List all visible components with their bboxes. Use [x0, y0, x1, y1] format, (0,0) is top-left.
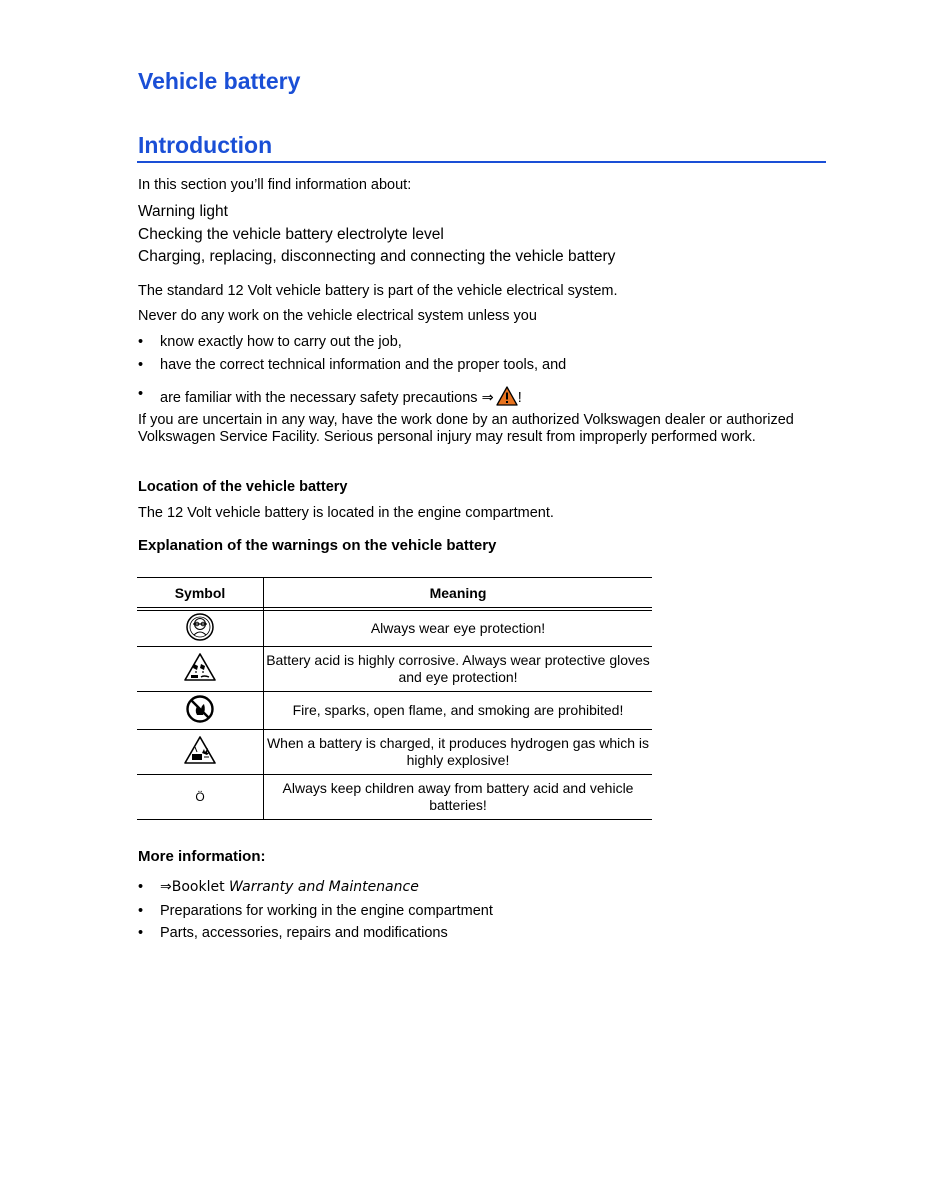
- column-header-symbol: Symbol: [137, 578, 264, 608]
- table-header-row: [137, 578, 652, 608]
- list-item-text: are familiar with the necessary safety precautions ⇒: [160, 390, 494, 406]
- bullet-icon: •: [138, 386, 144, 402]
- table-cell-meaning: Always keep children away from battery acid and vehicle batteries!: [264, 775, 653, 820]
- warning-triangle-icon: [496, 386, 518, 410]
- paragraph-standard: The standard 12 Volt vehicle battery is part of the vehicle electrical system.: [138, 283, 618, 299]
- engine-compartment-link[interactable]: Preparations for working in the engine compartment: [160, 903, 493, 919]
- page-title: Vehicle battery: [138, 68, 301, 94]
- corrosive-acid-icon: [183, 669, 217, 685]
- warnings-heading: Explanation of the warnings on the vehicle battery: [138, 537, 497, 554]
- table-cell-meaning: Fire, sparks, open flame, and smoking are prohibited!: [264, 692, 653, 730]
- bullet-icon: •: [138, 357, 144, 373]
- booklet-prefix: ⇒Booklet: [160, 879, 225, 895]
- intro-label: In this section you’ll find information about:: [138, 177, 412, 193]
- location-text: The 12 Volt vehicle battery is located in the engine compartment.: [138, 505, 554, 521]
- booklet-link[interactable]: [160, 879, 419, 895]
- explosive-gas-icon: [183, 752, 217, 768]
- section-divider: [137, 161, 826, 163]
- table-row: [137, 775, 652, 820]
- table-cell-meaning: When a battery is charged, it produces hydrogen gas which is highly explosive!: [264, 730, 653, 775]
- warnings-table: [137, 577, 652, 820]
- topic-item: Charging, replacing, disconnecting and connecting the vehicle battery: [138, 248, 616, 265]
- paragraph-uncertain: If you are uncertain in any way, have the work done by an authorized Volkswagen dealer or authorized Volkswagen Service Facility. Serious personal injury may result from improperly performed work.: [138, 412, 794, 445]
- table-row: [137, 611, 652, 647]
- more-info-heading: More information:: [138, 848, 266, 865]
- topic-item: Warning light: [138, 203, 228, 220]
- no-fire-smoking-icon: [185, 711, 215, 727]
- parts-accessories-link[interactable]: Parts, accessories, repairs and modifications: [160, 925, 448, 941]
- table-row: [137, 730, 652, 775]
- bullet-icon: •: [138, 903, 144, 919]
- table-cell-meaning: Always wear eye protection!: [264, 611, 653, 647]
- bullet-icon: •: [138, 334, 144, 350]
- list-item-text: have the correct technical information and the proper tools, and: [160, 357, 567, 373]
- bullet-icon: •: [138, 925, 144, 941]
- location-heading: Location of the vehicle battery: [138, 479, 348, 495]
- bullet-icon: •: [138, 879, 144, 895]
- table-cell-symbol: Ö: [137, 775, 264, 820]
- eye-protection-icon: [185, 629, 215, 645]
- topic-item: Checking the vehicle battery electrolyte level: [138, 226, 444, 243]
- table-cell-meaning: Battery acid is highly corrosive. Always wear protective gloves and eye protection!: [264, 647, 653, 692]
- paragraph-never: Never do any work on the vehicle electrical system unless you: [138, 308, 537, 324]
- column-header-meaning: Meaning: [264, 578, 653, 608]
- list-item-suffix: !: [517, 390, 522, 406]
- table-row: [137, 692, 652, 730]
- table-row: [137, 647, 652, 692]
- list-item-text: know exactly how to carry out the job,: [160, 334, 402, 350]
- booklet-title: Warranty and Maintenance: [229, 879, 419, 895]
- section-heading: Introduction: [138, 132, 273, 158]
